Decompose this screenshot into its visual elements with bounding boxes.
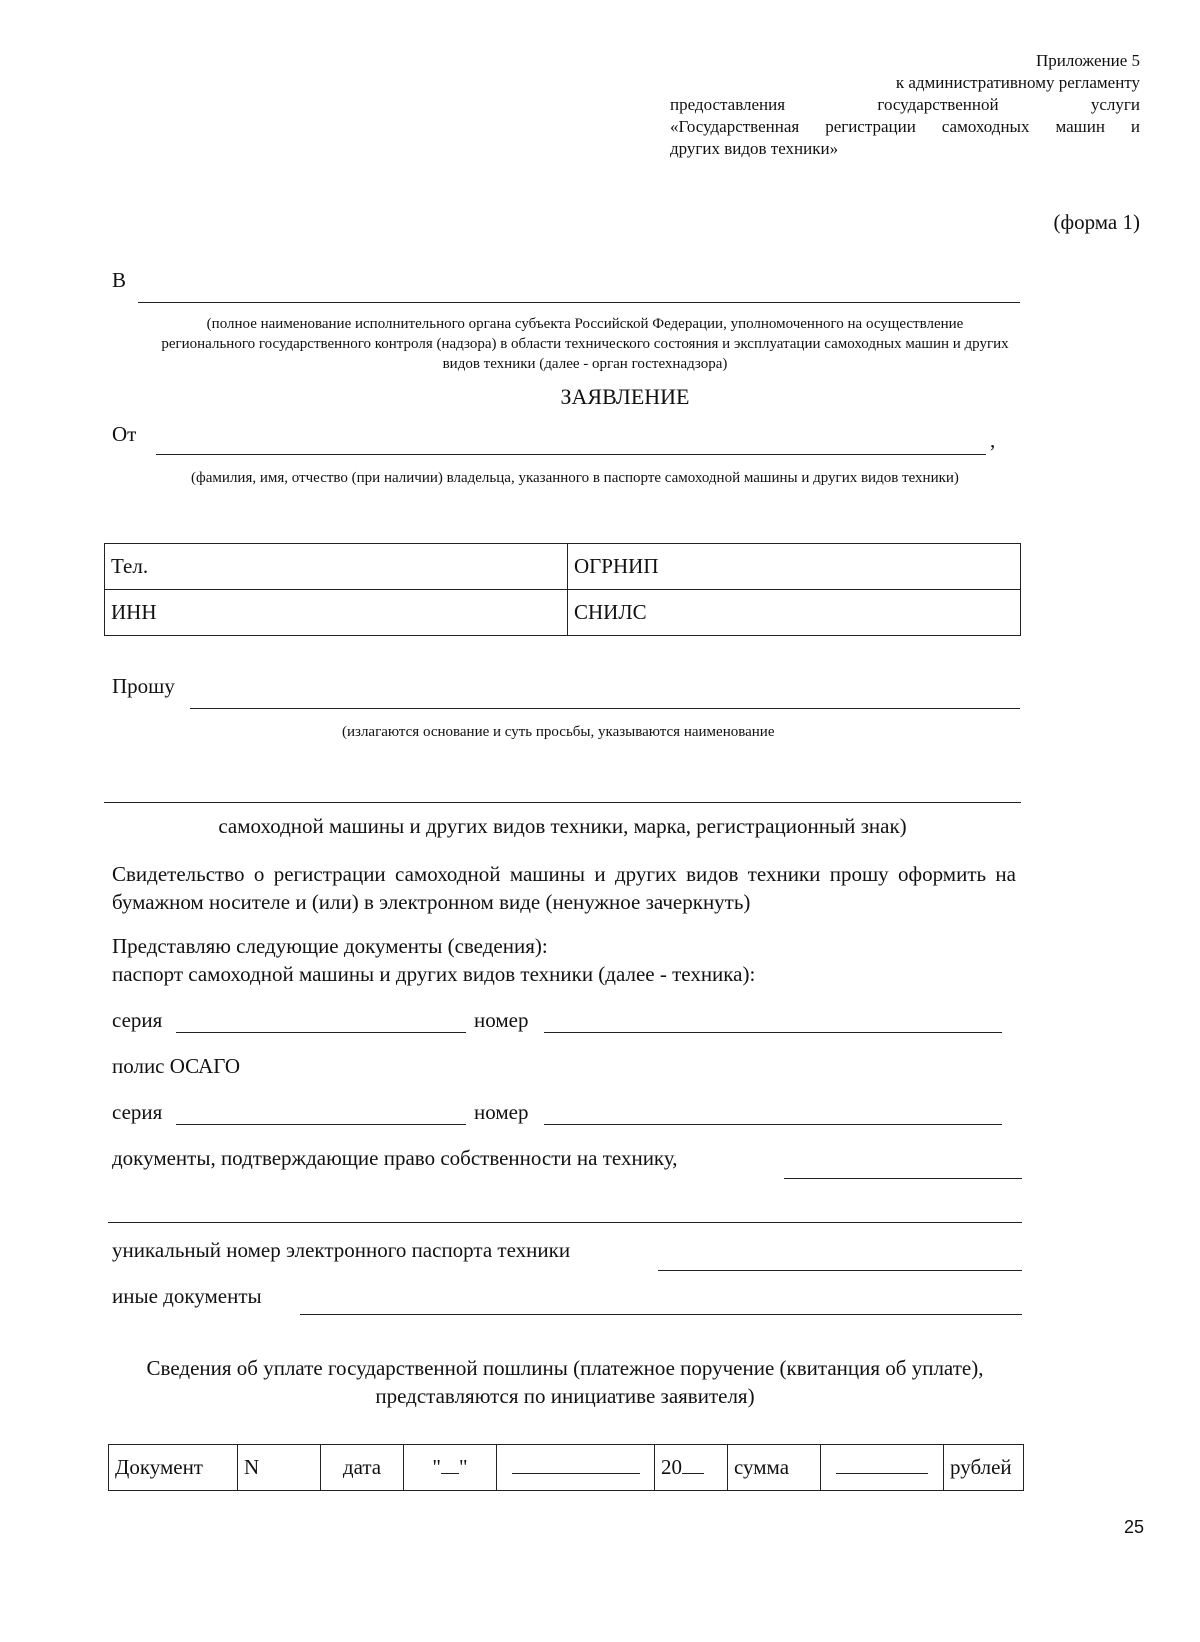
documents-intro: Представляю следующие документы (сведения):: [112, 934, 548, 958]
request-line-2[interactable]: [104, 802, 1021, 803]
sum-cell[interactable]: [821, 1445, 944, 1491]
appendix-word: регистрации: [825, 117, 916, 136]
month-cell[interactable]: [497, 1445, 655, 1491]
date-label-cell: дата: [321, 1445, 404, 1491]
inn-cell[interactable]: ИНН: [105, 590, 568, 636]
appendix-word: машин: [1055, 117, 1105, 136]
request-hint-2: самоходной машины и других видов техники, марка, регистрационный знак): [218, 814, 907, 838]
osago-number-label: номер: [474, 1100, 529, 1124]
ownership-label: документы, подтверждающие право собственности на технику,: [112, 1146, 678, 1170]
month-field[interactable]: [512, 1455, 640, 1474]
to-hint: (полное наименование исполнительного органа субъекта Российской Федерации, уполномоченного на осуществление регионального государственного контроля (надзора) в области технического состояния и эксплуатации самоходных машин и других видов техники (далее - орган гостехнадзора): [161, 316, 1009, 372]
day-field[interactable]: [441, 1455, 459, 1474]
quote-close: ": [459, 1455, 468, 1479]
from-line[interactable]: [156, 454, 986, 455]
appendix-word: предоставления: [670, 95, 786, 114]
osago-label: полис ОСАГО: [112, 1054, 241, 1078]
form-number: (форма 1): [1053, 210, 1140, 234]
passport-series-field[interactable]: [176, 1032, 466, 1033]
ownership-field-2[interactable]: [108, 1222, 1022, 1223]
ogrnip-cell[interactable]: ОГРНИП: [568, 544, 1021, 590]
from-comma: ,: [990, 428, 996, 452]
appendix-word: и: [1130, 117, 1140, 136]
from-prefix: От: [112, 422, 137, 446]
osago-number-field[interactable]: [544, 1124, 1002, 1125]
passport-label: паспорт самоходной машины и других видов техники (далее - техника):: [112, 962, 756, 986]
passport-number-field[interactable]: [544, 1032, 1002, 1033]
to-prefix: В: [112, 268, 127, 292]
page-number: 25: [1123, 1517, 1144, 1537]
rubles-cell: рублей: [944, 1445, 1024, 1491]
to-line[interactable]: [138, 302, 1020, 303]
appendix-header: [670, 50, 1140, 160]
other-docs-field[interactable]: [300, 1314, 1022, 1315]
snils-cell[interactable]: СНИЛС: [568, 590, 1021, 636]
request-line-1[interactable]: [190, 708, 1020, 709]
year-cell[interactable]: [655, 1445, 728, 1491]
appendix-word: «Государственная: [670, 117, 800, 136]
epassport-label: уникальный номер электронного паспорта техники: [112, 1238, 571, 1262]
passport-number-label: номер: [474, 1008, 529, 1032]
epassport-field[interactable]: [658, 1270, 1022, 1271]
certificate-paragraph: Свидетельство о регистрации самоходной машины и других видов техники прошу оформить на бумажном носителе и (или) в электронном виде (ненужное зачеркнуть): [112, 862, 1016, 914]
year-field[interactable]: [682, 1455, 704, 1474]
quote-open: ": [432, 1455, 441, 1479]
request-hint: (излагаются основание и суть просьбы, указываются наименование: [342, 724, 775, 740]
payment-table: [108, 1444, 1024, 1491]
appendix-reglament: к административному регламенту: [895, 73, 1140, 92]
appendix-line5: других видов техники»: [670, 139, 839, 158]
document-cell: Документ: [109, 1445, 238, 1491]
sum-label-cell: сумма: [728, 1445, 821, 1491]
appendix-line4: [670, 116, 1140, 138]
day-cell[interactable]: [404, 1445, 497, 1491]
phone-cell[interactable]: Тел.: [105, 544, 568, 590]
sum-field[interactable]: [836, 1455, 928, 1474]
from-hint: (фамилия, имя, отчество (при наличии) владельца, указанного в паспорте самоходной машины и других видов техники): [191, 470, 959, 486]
appendix-word: самоходных: [941, 117, 1030, 136]
osago-series-label: серия: [112, 1100, 163, 1124]
contacts-table: [104, 543, 1021, 636]
appendix-number: Приложение 5: [1036, 51, 1140, 70]
fee-paragraph: Сведения об уплате государственной пошлины (платежное поручение (квитанция об уплате), представляются по инициативе заявителя): [146, 1356, 984, 1408]
document-title: ЗАЯВЛЕНИЕ: [560, 384, 690, 409]
other-docs-label: иные документы: [112, 1284, 262, 1308]
ownership-field-1[interactable]: [784, 1178, 1022, 1179]
passport-series-label: серия: [112, 1008, 163, 1032]
appendix-word: государственной: [877, 95, 999, 114]
request-prefix: Прошу: [112, 674, 175, 698]
number-cell[interactable]: [238, 1445, 321, 1491]
year-prefix: 20: [661, 1455, 682, 1479]
number-cell-label: N: [244, 1455, 260, 1479]
appendix-line3: [670, 94, 1140, 116]
osago-series-field[interactable]: [176, 1124, 466, 1125]
appendix-word: услуги: [1090, 95, 1140, 114]
